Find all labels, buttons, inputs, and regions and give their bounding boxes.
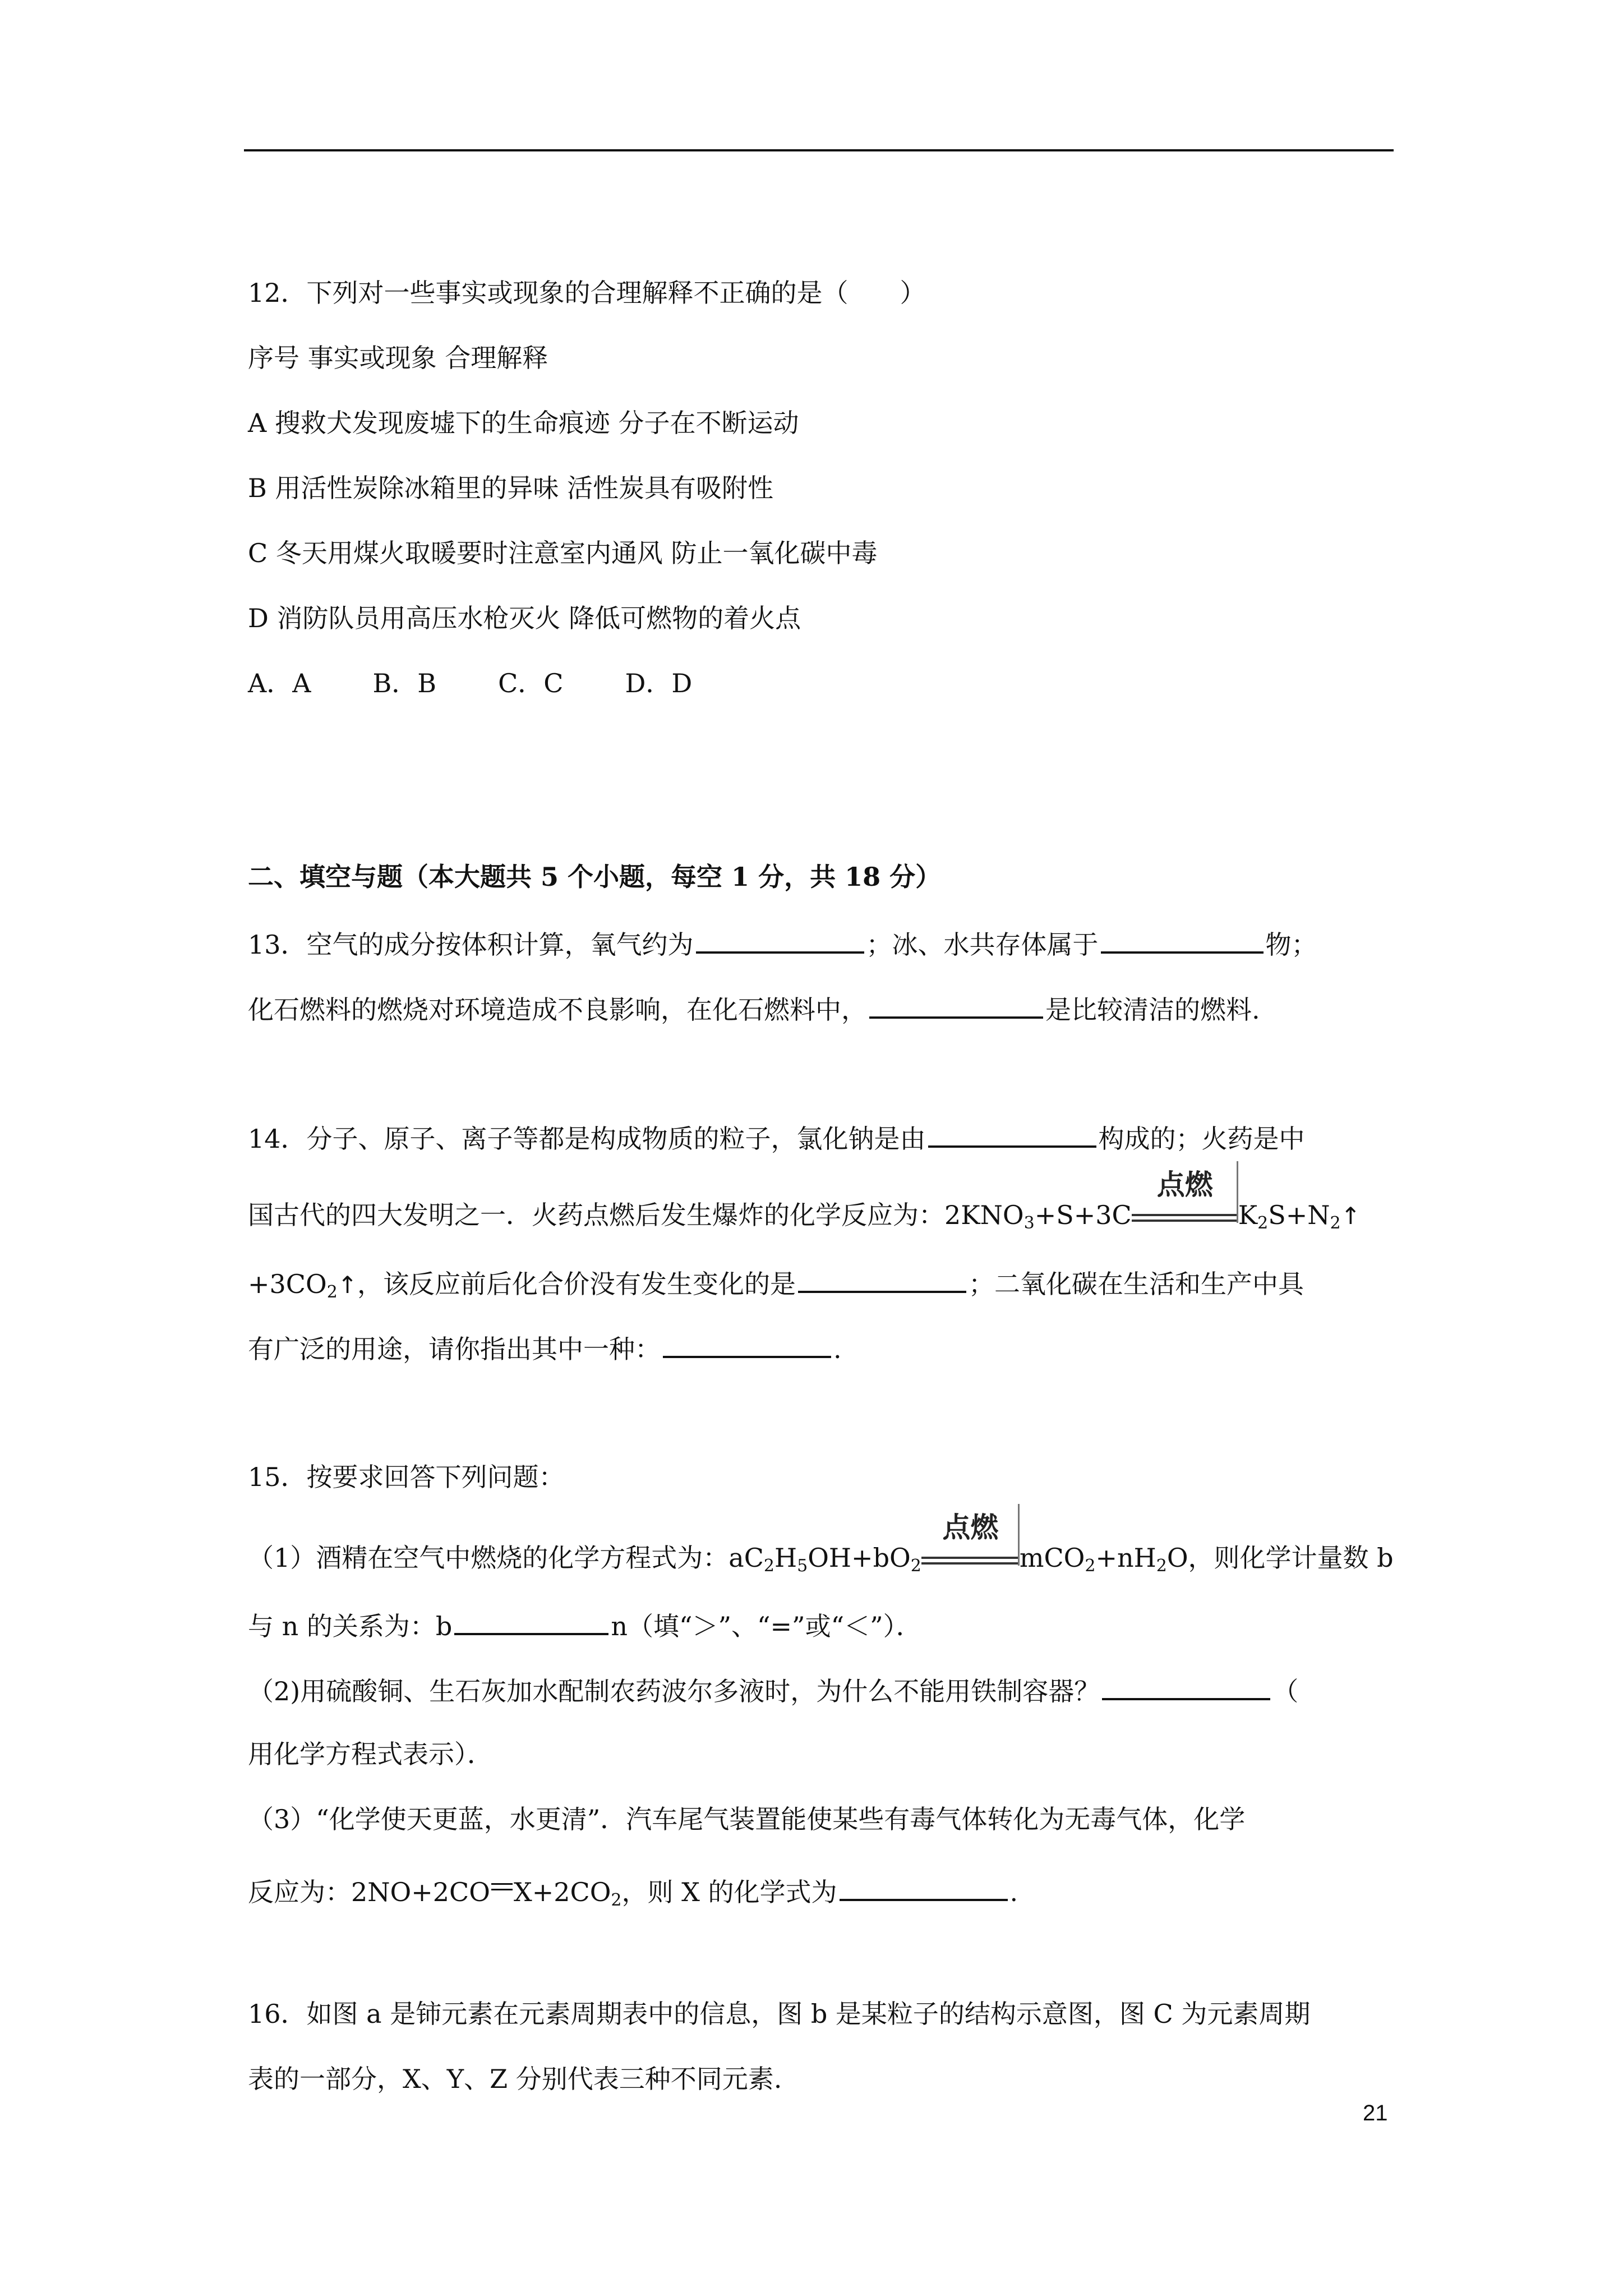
section-heading: 二、填空与题（本大题共 5 个小题，每空 1 分，共 18 分） bbox=[248, 862, 942, 892]
q14-text-9: ；二氧化碳在生活和生产中具 bbox=[969, 1269, 1304, 1299]
q15-text-9: （2)用硫酸铜、生石灰加水配制农药波尔多液时，为什么不能用铁制容器？ bbox=[248, 1676, 1100, 1706]
q13-blank-clean-fuel[interactable] bbox=[869, 991, 1043, 1019]
q12-stem: 12．下列对一些事实或现象的合理解释不正确的是（ ） bbox=[248, 278, 926, 308]
q14-condition-bar-2 bbox=[1132, 1220, 1238, 1222]
q13-blank-oxygen[interactable] bbox=[696, 926, 864, 954]
q14-text-8: ，该反应前后化合价没有发生变化的是 bbox=[357, 1269, 796, 1299]
q15-text-12: X+2CO bbox=[513, 1877, 611, 1907]
q15-condition-bar bbox=[921, 1557, 1020, 1559]
q15-part2-line-1 bbox=[248, 1672, 1298, 1708]
q13-blank-substance-type[interactable] bbox=[1101, 926, 1264, 954]
q15-text-10: （ bbox=[1272, 1676, 1299, 1706]
q13-line-2 bbox=[248, 991, 1260, 1027]
q14-line-2 bbox=[248, 1168, 1361, 1233]
q15-sub-1: 2 bbox=[763, 1556, 774, 1576]
q14-sub-2: 2 bbox=[1257, 1213, 1269, 1233]
q14-sub-4: 2 bbox=[326, 1282, 338, 1302]
q14-sub-1: 3 bbox=[1023, 1213, 1035, 1233]
q15-text-3: OH+bO bbox=[808, 1543, 911, 1573]
q15-text-2: H bbox=[774, 1543, 797, 1573]
q14-blank-unchanged-element[interactable] bbox=[798, 1265, 966, 1293]
q15-text-1: （1）酒精在空气中燃烧的化学方程式为：aC bbox=[248, 1543, 764, 1573]
q12-row-b: B 用活性炭除冰箱里的异味 活性炭具有吸附性 bbox=[248, 473, 774, 503]
q12-table-header: 序号 事实或现象 合理解释 bbox=[248, 343, 548, 373]
q15-sub-4: 2 bbox=[1085, 1556, 1096, 1576]
q15-part3-line-1: （3）“化学使天更蓝，水更清”．汽车尾气装置能使某些有毒气体转化为无毒气体，化学 bbox=[248, 1804, 1246, 1834]
q13-line-1 bbox=[248, 926, 1317, 961]
q12-row-c: C 冬天用煤火取暖要时注意室内通风 防止一氧化碳中毒 bbox=[248, 538, 878, 568]
q12-options bbox=[248, 666, 754, 700]
q15-equals-sign bbox=[490, 1867, 514, 1901]
q14-text-2: 构成的；火药是中 bbox=[1098, 1124, 1305, 1154]
q15-part3-line-2 bbox=[248, 1867, 1018, 1909]
q15-reaction-condition bbox=[921, 1511, 1020, 1567]
q14-text-10: 有广泛的用途，请你指出其中一种： bbox=[248, 1334, 661, 1364]
q15-text-6: O，则化学计量数 b bbox=[1166, 1543, 1394, 1573]
q13-text-2: ；冰、水共存体属于 bbox=[866, 930, 1099, 960]
q14-text-3: 国古代的四大发明之一．火药点燃后发生爆炸的化学反应为：2KNO bbox=[248, 1200, 1024, 1230]
q15-text-13: ，则 X 的化学式为 bbox=[621, 1877, 837, 1907]
q15-stem: 15．按要求回答下列问题： bbox=[248, 1462, 565, 1492]
q15-part1-line-1 bbox=[248, 1511, 1394, 1576]
q15-condition-bar-2 bbox=[921, 1562, 1020, 1565]
q15-text-4: mCO bbox=[1019, 1543, 1085, 1573]
q14-line-1 bbox=[248, 1120, 1305, 1156]
q14-blank-co2-use[interactable] bbox=[663, 1330, 831, 1358]
q12-option-a[interactable]: A．A bbox=[248, 668, 311, 698]
q15-text-7: 与 n 的关系为：b bbox=[248, 1611, 453, 1641]
q16-line-2: 表的一部分，X、Y、Z 分别代表三种不同元素. bbox=[248, 2064, 782, 2094]
q13-text-5: 是比较清洁的燃料. bbox=[1045, 995, 1260, 1025]
q14-condition-label: 点燃 bbox=[1156, 1168, 1213, 1201]
q14-gas-arrow-1: ↑ bbox=[1340, 1202, 1361, 1230]
q14-text-5: K bbox=[1238, 1200, 1258, 1230]
q15-blank-iron-equation[interactable] bbox=[1102, 1672, 1270, 1700]
q14-condition-bar bbox=[1132, 1214, 1238, 1216]
q14-blank-nacl-particles[interactable] bbox=[928, 1120, 1096, 1148]
q14-line-3 bbox=[248, 1265, 1304, 1302]
q15-part1-line-2 bbox=[248, 1607, 922, 1643]
q12-option-c[interactable]: C．C bbox=[498, 668, 564, 698]
q15-sub-5: 2 bbox=[1156, 1556, 1167, 1576]
q12-option-b[interactable]: B．B bbox=[372, 668, 437, 698]
q15-text-11: 反应为：2NO+2CO bbox=[248, 1877, 490, 1907]
q15-text-14: . bbox=[1009, 1877, 1018, 1907]
q14-text-11: . bbox=[833, 1334, 842, 1364]
q15-blank-b-n-relation[interactable] bbox=[454, 1607, 608, 1635]
q12-row-a: A 搜救犬发现废墟下的生命痕迹 分子在不断运动 bbox=[248, 408, 799, 438]
q13-text-1: 13．空气的成分按体积计算，氧气约为 bbox=[248, 930, 694, 960]
q14-text-7: +3CO bbox=[248, 1269, 327, 1299]
q15-part2-line-2: 用化学方程式表示）． bbox=[248, 1739, 493, 1769]
q15-text-8: n（填“＞”、“=”或“＜”）． bbox=[611, 1611, 922, 1641]
q15-sub-6: 2 bbox=[611, 1890, 622, 1910]
q14-text-4: +S+3C bbox=[1034, 1200, 1132, 1230]
q15-condition-frame bbox=[1018, 1504, 1020, 1566]
q15-sub-2: 5 bbox=[797, 1556, 808, 1576]
page-number: 21 bbox=[1363, 2101, 1388, 2125]
q15-sub-3: 2 bbox=[910, 1556, 921, 1576]
header-rule bbox=[244, 149, 1394, 151]
q12-option-d[interactable]: D．D bbox=[625, 668, 693, 698]
q14-text-6: S+N bbox=[1268, 1200, 1330, 1230]
q15-blank-x-formula[interactable] bbox=[840, 1873, 1008, 1901]
q14-sub-3: 2 bbox=[1330, 1213, 1341, 1233]
q15-text-5: +nH bbox=[1095, 1543, 1156, 1573]
q15-condition-label: 点燃 bbox=[942, 1511, 999, 1544]
q14-line-4 bbox=[248, 1330, 842, 1366]
q14-reaction-condition bbox=[1132, 1168, 1238, 1224]
q13-text-3: 物； bbox=[1265, 930, 1317, 960]
q14-text-1: 14．分子、原子、离子等都是构成物质的粒子，氯化钠是由 bbox=[248, 1124, 926, 1154]
q16-line-1: 16．如图 a 是铈元素在元素周期表中的信息，图 b 是某粒子的结构示意图，图 C 为元素周期 bbox=[248, 1999, 1311, 2029]
q13-text-4: 化石燃料的燃烧对环境造成不良影响，在化石燃料中， bbox=[248, 995, 867, 1025]
q14-gas-arrow-2: ↑ bbox=[337, 1271, 358, 1299]
q12-row-d: D 消防队员用高压水枪灭火 降低可燃物的着火点 bbox=[248, 603, 801, 633]
q14-condition-frame bbox=[1237, 1161, 1238, 1223]
